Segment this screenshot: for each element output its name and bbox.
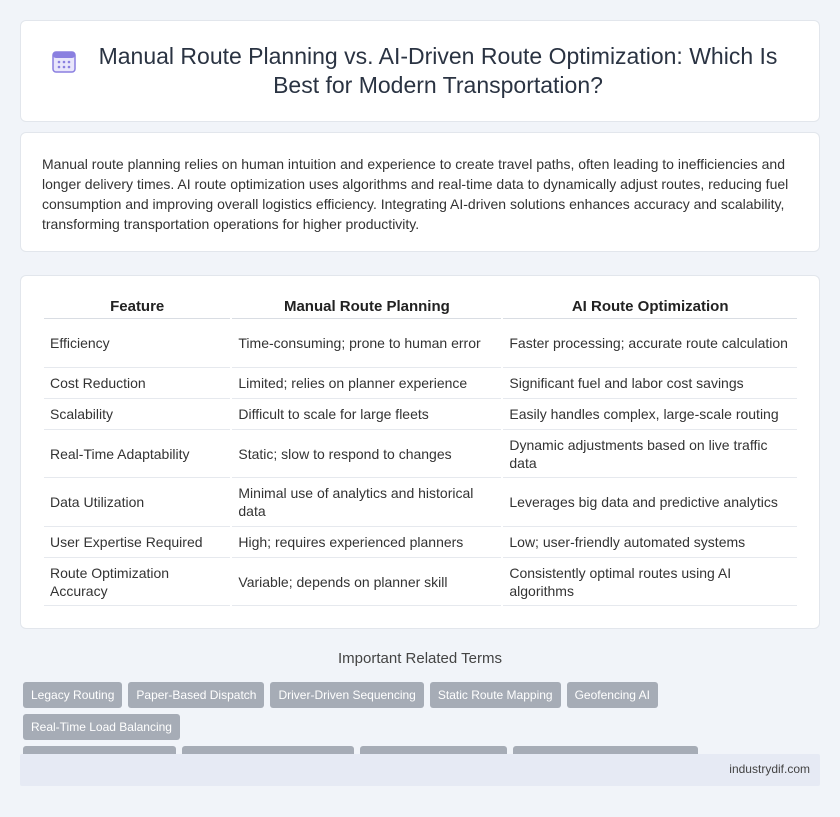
feature-cell: Real-Time Adaptability	[44, 430, 230, 478]
ai-cell: Easily handles complex, large-scale routing	[503, 399, 797, 430]
related-terms-heading: Important Related Terms	[338, 650, 502, 667]
ai-cell: Significant fuel and labor cost savings	[503, 368, 797, 399]
feature-cell: Data Utilization	[44, 478, 230, 527]
feature-cell: Scalability	[44, 399, 230, 430]
tag-geofencing-ai[interactable]: Geofencing AI	[567, 682, 658, 708]
table-row	[44, 319, 797, 368]
footer	[20, 754, 820, 786]
manual-cell: High; requires experienced planners	[232, 527, 501, 558]
title-card	[20, 20, 820, 122]
ai-cell: Consistently optimal routes using AI algorithms	[503, 558, 797, 606]
table-row	[44, 430, 797, 478]
column-header-ai: AI Route Optimization	[503, 295, 797, 319]
tag-real-time-load-balancing[interactable]: Real-Time Load Balancing	[23, 714, 180, 740]
table-row	[44, 558, 797, 606]
page-title: Manual Route Planning vs. AI-Driven Route Optimization: Which Is Best for Modern Transportation?	[98, 43, 778, 98]
table-row	[44, 399, 797, 430]
summary-text: Manual route planning relies on human intuition and experience to create travel paths, often leading to inefficiencies and longer delivery times. AI route optimization uses algorithms and real-time data to dynamically adjust routes, reducing fuel consumption and improving overall logistics efficiency. Integrating AI-driven solutions enhances accuracy and scalability, transforming transportation operations for higher productivity.	[42, 156, 789, 232]
table-row	[44, 478, 797, 527]
feature-cell: Efficiency	[44, 319, 230, 368]
table-row	[44, 527, 797, 558]
ai-cell: Leverages big data and predictive analytics	[503, 478, 797, 527]
feature-cell: User Expertise Required	[44, 527, 230, 558]
footer-site-link[interactable]: industrydif.com	[729, 762, 810, 776]
manual-cell: Time-consuming; prone to human error	[232, 319, 501, 368]
table-row	[44, 368, 797, 399]
ai-cell: Low; user-friendly automated systems	[503, 527, 797, 558]
tag-static-route-mapping[interactable]: Static Route Mapping	[430, 682, 561, 708]
table-header-row	[44, 295, 797, 319]
feature-cell: Route Optimization Accuracy	[44, 558, 230, 606]
manual-cell: Minimal use of analytics and historical data	[232, 478, 501, 527]
tag-legacy-routing[interactable]: Legacy Routing	[23, 682, 122, 708]
manual-cell: Static; slow to respond to changes	[232, 430, 501, 478]
comparison-table	[42, 295, 799, 606]
column-header-feature: Feature	[44, 295, 230, 319]
ai-cell: Faster processing; accurate route calculation	[503, 319, 797, 368]
summary-card	[20, 132, 820, 252]
feature-cell: Cost Reduction	[44, 368, 230, 399]
manual-cell: Difficult to scale for large fleets	[232, 399, 501, 430]
ai-cell: Dynamic adjustments based on live traffic data	[503, 430, 797, 478]
manual-cell: Variable; depends on planner skill	[232, 558, 501, 606]
manual-cell: Limited; relies on planner experience	[232, 368, 501, 399]
column-header-manual: Manual Route Planning	[232, 295, 501, 319]
tag-driver-driven-sequencing[interactable]: Driver-Driven Sequencing	[270, 682, 423, 708]
tag-paper-based-dispatch[interactable]: Paper-Based Dispatch	[128, 682, 264, 708]
comparison-card	[20, 275, 820, 629]
